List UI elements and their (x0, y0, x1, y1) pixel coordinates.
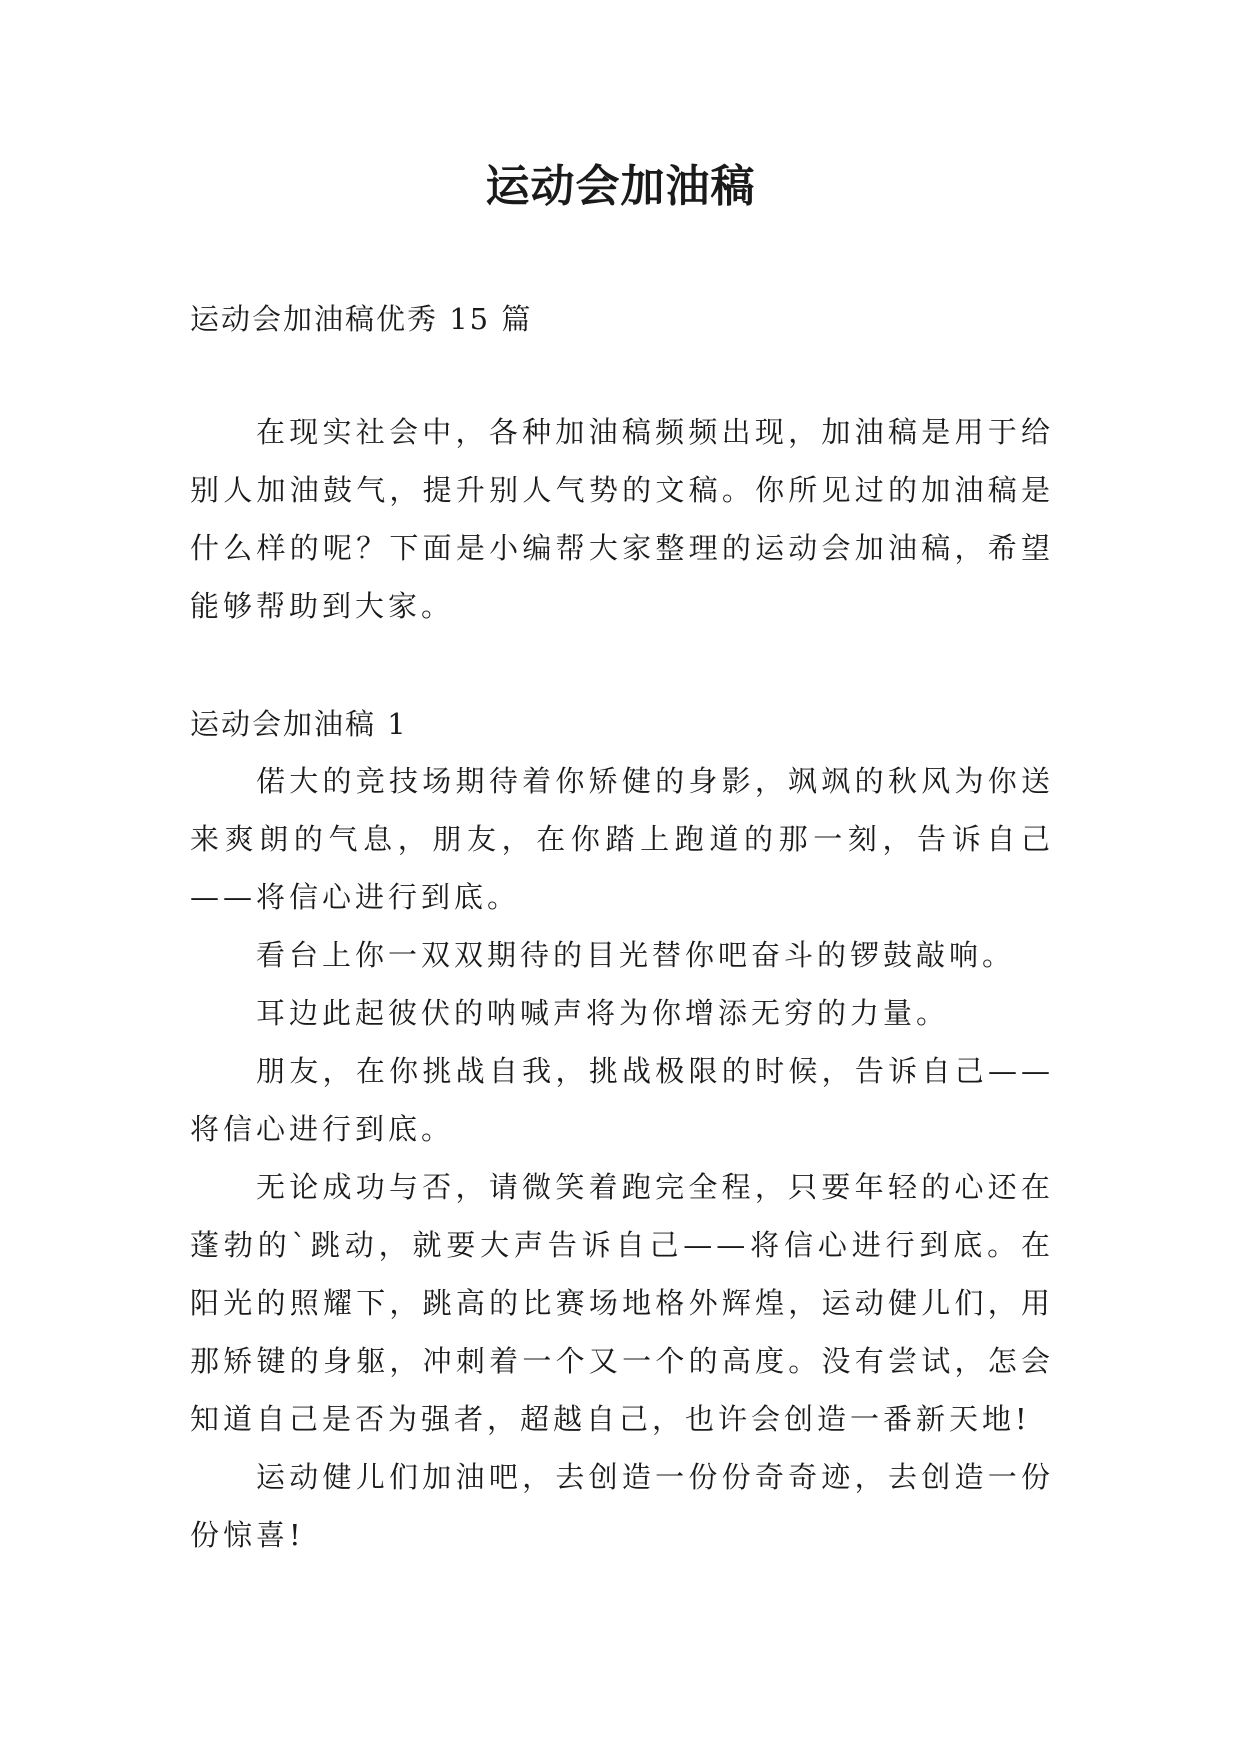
body-paragraph-5: 无论成功与否，请微笑着跑完全程，只要年轻的心还在蓬勃的`跳动，就要大声告诉自己——将信心进行到底。在阳光的照耀下，跳高的比赛场地格外辉煌，运动健儿们，用那矫键的身躯，冲刺着一个又一个的高度。没有尝试，怎会知道自己是否为强者，超越自己，也许会创造一番新天地! (190, 1170, 1054, 1436)
document-subtitle: 运动会加油稿优秀 15 篇 (190, 302, 533, 336)
section-body (190, 752, 1054, 1564)
intro-block (190, 403, 1054, 635)
body-paragraph-4: 朋友，在你挑战自我，挑战极限的时候，告诉自己——将信心进行到底。 (190, 1054, 1054, 1146)
body-paragraph-2: 看台上你一双双期待的目光替你吧奋斗的锣鼓敲响。 (256, 938, 1016, 972)
body-paragraph-6: 运动健儿们加油吧，去创造一份份奇奇迹，去创造一份份惊喜! (190, 1460, 1054, 1552)
document-title: 运动会加油稿 (485, 161, 756, 212)
body-paragraph-1: 偌大的竞技场期待着你矫健的身影，飒飒的秋风为你送来爽朗的气息，朋友，在你踏上跑道的那一刻，告诉自己——将信心进行到底。 (190, 764, 1054, 914)
intro-paragraph: 在现实社会中，各种加油稿频频出现，加油稿是用于给别人加油鼓气，提升别人气势的文稿。你所见过的加油稿是什么样的呢？下面是小编帮大家整理的运动会加油稿，希望能够帮助到大家。 (190, 415, 1054, 623)
section-title: 运动会加油稿 1 (190, 707, 408, 741)
body-paragraph-3: 耳边此起彼伏的呐喊声将为你增添无穷的力量。 (256, 996, 950, 1030)
